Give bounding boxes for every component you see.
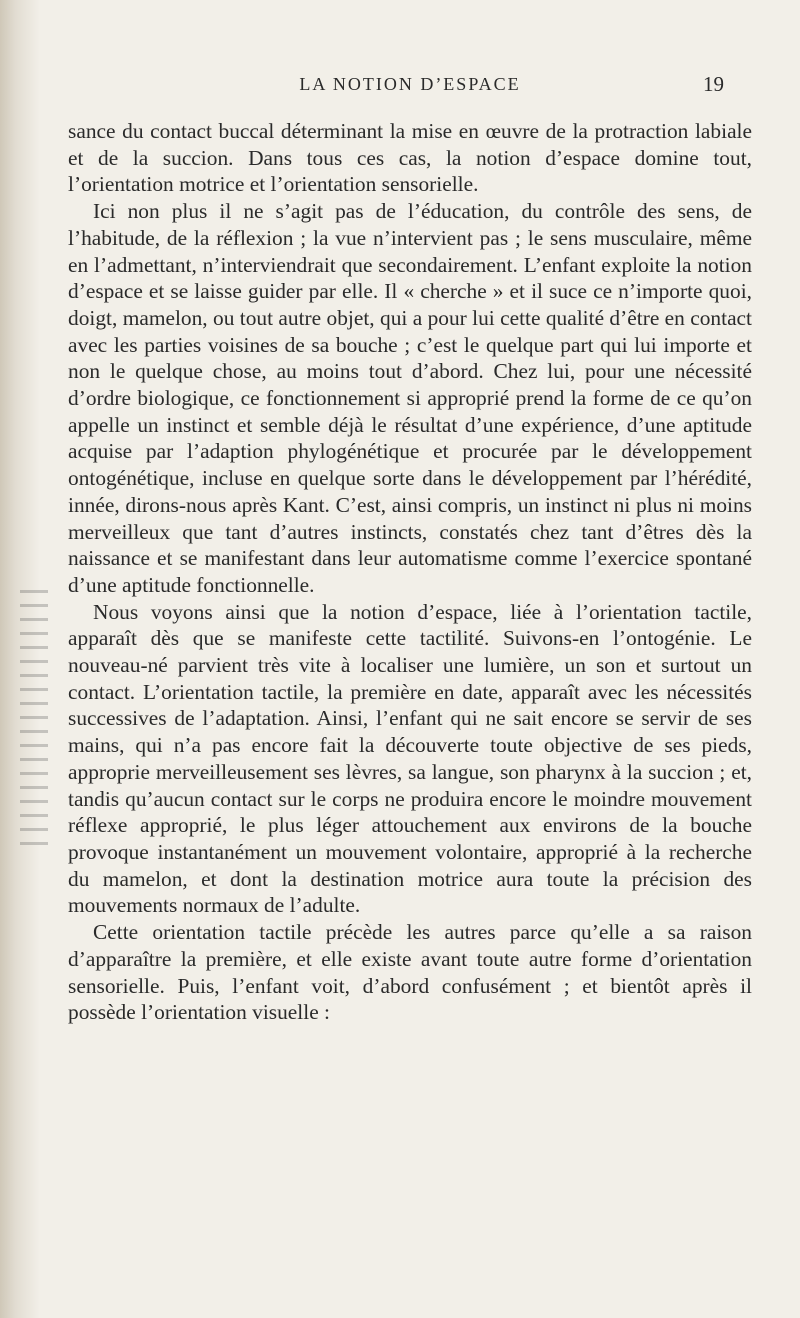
paragraph: Cette orientation tactile précède les autres parce qu’elle a sa raison d’apparaître la première, et elle existe avant toute autre forme d’orientation sensorielle. Puis, l’enfant voit, d’abord confusément ; et bientôt après il possède l’orientation visuelle : [68,920,752,1025]
paragraph: Ici non plus il ne s’agit pas de l’éducation, du contrôle des sens, de l’habitude, de la réflexion ; la vue n’intervient pas ; le sens musculaire, même en l’admettant, n’interviendrait que secondairement. L’enfant exploite la notion d’espace et se laisse guider par elle. Il « cherche » et il suce ce n’importe quoi, doigt, mamelon, ou tout autre objet, qui a pour lui cette qualité d’être en contact avec les parties voisines de sa bouche ; c’est le quelque part qui lui importe et non le quelque chose, au moins tout d’abord. Chez lui, pour une nécessité d’ordre biologique, ce fonctionnement si approprié prend la forme de ce qu’on appelle un instinct et semble déjà le résultat d’une expérience, d’une aptitude acquise par l’adaption phylogénétique et procurée par le développement ontogénétique, incluse en quelque sorte dans le développement par l’hérédité, innée, dirons-nous après Kant. C’est, ainsi compris, un instinct ni plus ni moins merveilleux que tant d’autres instincts, constatés chez tant d’êtres dès la naissance et se manifestant dans leur automatisme comme l’exercice spontané d’une aptitude fonctionnelle. [68,199,752,597]
body-text [68,118,752,1026]
page-number: 19 [703,72,724,96]
binding-gutter-marks [20,590,48,850]
paragraph: Nous voyons ainsi que la notion d’espace, liée à l’orientation tactile, apparaît dès que se manifeste cette tactilité. Suivons-en l’ontogénie. Le nouveau-né parvient très vite à localiser une lumière, un son et surtout un contact. L’orientation tactile, la première en date, apparaît avec les nécessités successives de l’adaptation. Ainsi, l’enfant qui ne sait encore se servir de ses mains, qui n’a pas encore fait la découverte toute objective de ses pieds, approprie merveilleusement ses lèvres, sa langue, son pharynx à la succion ; et, tandis qu’aucun contact sur le corps ne produira encore le moindre mouvement réflexe approprié, le plus léger attouchement aux environs de la bouche provoque instantanément un mouvement volontaire, approprié à la recherche du mamelon, et dont la destination motrice aura toute la précision des mouvements normaux de l’adulte. [68,599,752,918]
running-title: LA NOTION D’ESPACE [299,74,521,94]
running-head [100,72,724,104]
paragraph: sance du contact buccal déterminant la mise en œuvre de la protraction labiale et de la succion. Dans tous ces cas, la notion d’espace domine tout, l’orientation motrice et l’orientation sensorielle. [68,119,752,197]
